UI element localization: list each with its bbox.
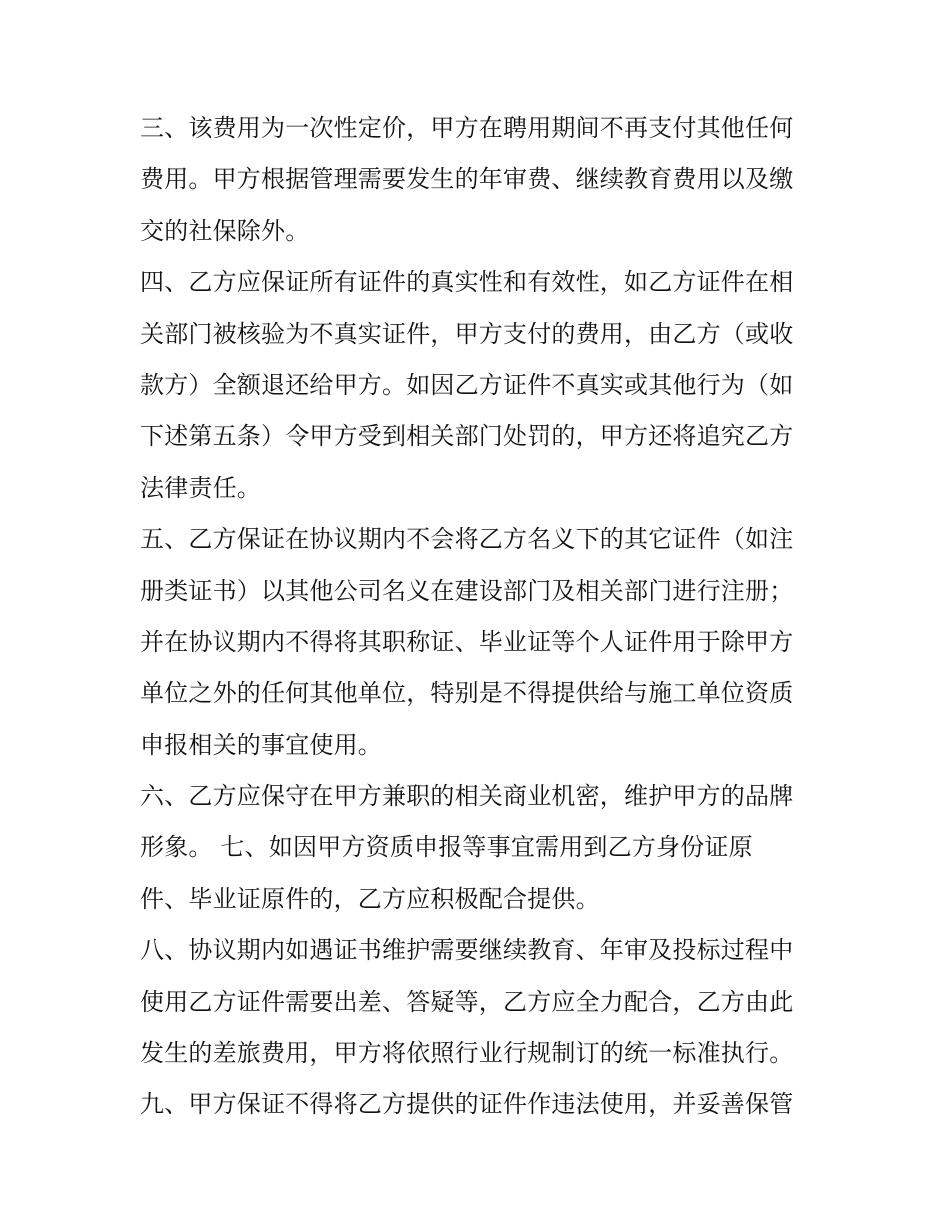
text-line: 册类证书）以其他公司名义在建设部门及相关部门进行注册； [140,576,794,605]
text-line: 九、甲方保证不得将乙方提供的证件作违法使用，并妥善保管 [140,1090,794,1119]
text-line: 五、乙方保证在协议期内不会将乙方名义下的其它证件（如注 [140,525,794,554]
text-line: 形象。 七、如因甲方资质申报等事宜需用到乙方身份证原 [140,833,753,862]
text-line: 法律责任。 [140,473,261,502]
text-line: 三、该费用为一次性定价，甲方在聘用期间不再支付其他任何 [140,114,794,142]
text-line: 八、协议期内如遇证书维护需要继续教育、年审及投标过程中 [140,936,794,965]
document-body [140,103,820,1131]
text-line: 四、乙方应保证所有证件的真实性和有效性，如乙方证件在相 [140,268,794,297]
text-line: 关部门被核验为不真实证件，甲方支付的费用，由乙方（或收 [140,319,794,348]
text-line: 并在协议期内不得将其职称证、毕业证等个人证件用于除甲方 [140,627,794,656]
text-line: 下述第五条）令甲方受到相关部门处罚的，甲方还将追究乙方 [140,422,794,451]
text-line: 单位之外的任何其他单位，特别是不得提供给与施工单位资质 [140,679,794,708]
text-line: 款方）全额退还给甲方。如因乙方证件不真实或其他行为（如 [140,370,794,399]
text-line: 费用。甲方根据管理需要发生的年审费、继续教育费用以及缴 [140,165,794,194]
text-line: 交的社保除外。 [140,216,310,245]
text-line: 申报相关的事宜使用。 [140,730,382,759]
text-line: 件、毕业证原件的，乙方应积极配合提供。 [140,884,600,913]
text-line: 发生的差旅费用，甲方将依照行业行规制订的统一标准执行。 [140,1039,794,1068]
text-line: 六、乙方应保守在甲方兼职的相关商业机密，维护甲方的品牌 [140,782,794,811]
text-line: 使用乙方证件需要出差、答疑等，乙方应全力配合，乙方由此 [140,987,794,1016]
